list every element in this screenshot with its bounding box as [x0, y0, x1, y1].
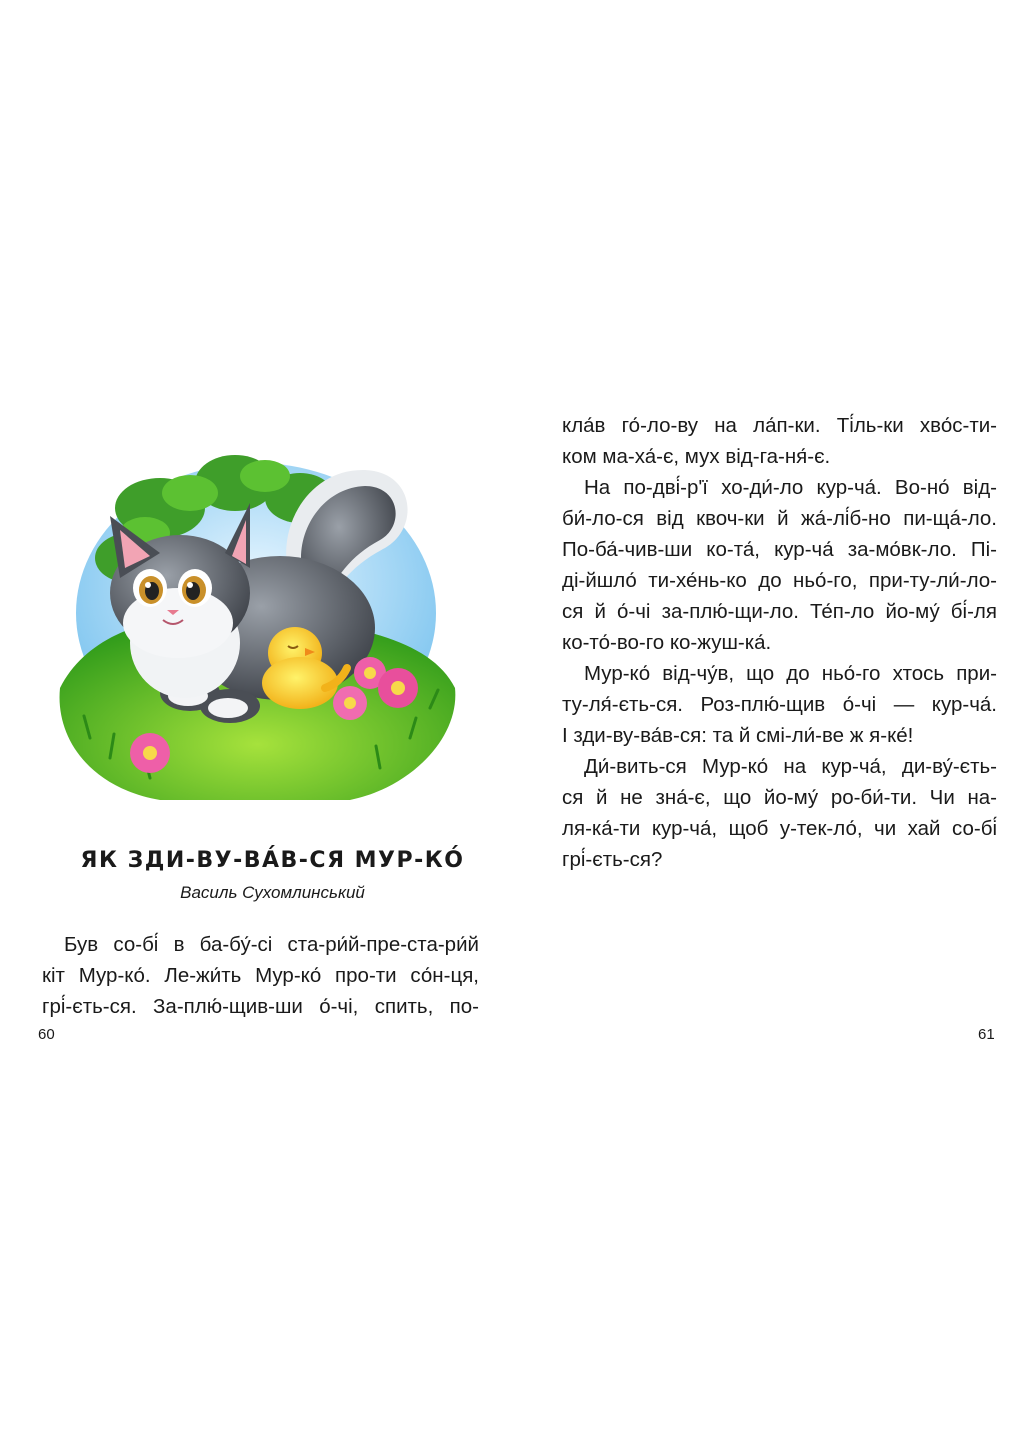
text-line: ко-то́-во-го ко-жуш-ка́. — [562, 631, 772, 654]
story-author: Василь Сухомлинський — [180, 883, 365, 902]
text-line: ля-ка́-ти кур-ча́, щоб у-тек-ло́, чи хай со-бі́ — [562, 817, 997, 840]
text-line: Був со-бі́ в ба-бу́-сі ста-ри́й-пре-ста-ри́й — [64, 933, 479, 956]
text-line: По-ба́-чив-ши ко-та́, кур-ча́ за-мо́вк-ло. Пі- — [562, 538, 997, 561]
text-line: ся й о́-чі за-плю́-щи-ло. Те́п-ло йо-му́ бі́-ля — [562, 600, 997, 623]
paragraph — [562, 658, 997, 751]
paragraph — [42, 929, 479, 1022]
page-number-right: 61 — [978, 1026, 995, 1043]
story-title: ЯК ЗДИ-ВУ-ВА́В-СЯ МУР-КО́ — [80, 848, 465, 873]
text-line: ту-ля́-єть-ся. Роз-плю́-щив о́-чі — кур-ча́. — [562, 693, 997, 716]
text-line: ком ма-ха́-є, мух від-га-ня́-є. — [562, 445, 831, 468]
text-line: Ди́-вить-ся Мур-ко́ на кур-ча́, ди-ву́-єть- — [584, 755, 997, 778]
text-line: ді-йшло́ ти-хе́нь-ко до ньо́-го, при-ту-ли́-ло- — [562, 569, 997, 592]
text-line: грі́-єть-ся? — [562, 848, 663, 871]
text-line: кла́в го́-ло-ву на ла́п-ки. Ті́ль-ки хво́с-ти- — [562, 414, 997, 437]
text-line: грі́-єть-ся. За-плю́-щив-ши о́-чі, спить, по- — [42, 995, 479, 1018]
text-line: би́-ло-ся від квоч-ки й жа́-лі́б-но пи-щá-ло. — [562, 507, 997, 530]
text-line: ся й не зна́-є, що йо-му́ ро-би́-ти. Чи на- — [562, 786, 997, 809]
text-line: На по-дві́-р'ї хо-ди́-ло кур-ча́. Во-но́ від- — [584, 476, 997, 499]
paragraph — [562, 472, 997, 658]
page-number-left: 60 — [38, 1026, 55, 1043]
text-line: Мур-ко́ від-чу́в, що до ньо́-го хтось при- — [584, 662, 997, 685]
story-illustration — [50, 438, 462, 810]
paragraph — [562, 751, 997, 875]
right-page-text — [562, 410, 997, 875]
left-page-text — [42, 929, 479, 1022]
paragraph — [562, 410, 997, 472]
text-line: І зди-ву-ва́в-ся: та й смі-ли́-ве ж я-ке́! — [562, 724, 914, 747]
text-line: кіт Мур-ко́. Ле-жи́ть Мур-ко́ про-ти со́н-ця, — [42, 964, 479, 987]
